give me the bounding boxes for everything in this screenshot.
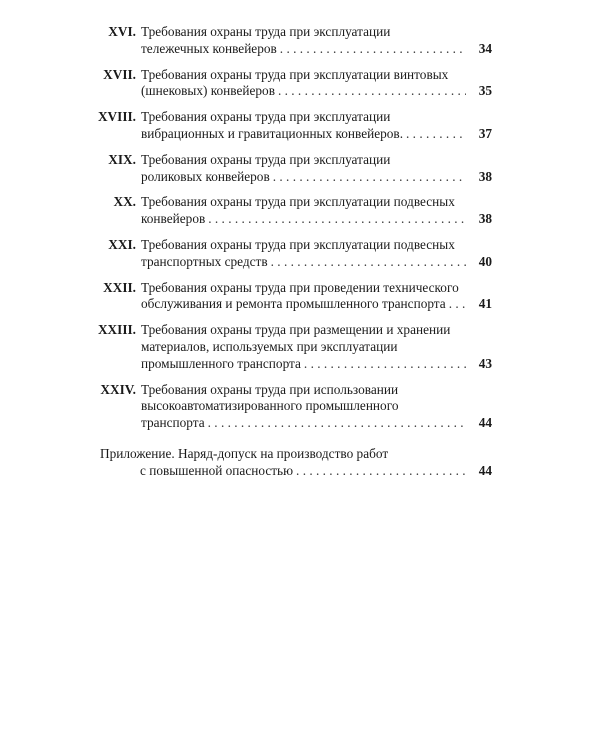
appendix-title-line: с повышенной опасностью [140, 462, 294, 478]
page-number: 34 [478, 40, 492, 56]
page-number: 38 [478, 168, 492, 184]
entry-title-line: Требования охраны труда при эксплуатации подвесных [141, 194, 455, 210]
entry-title-line: высокоавтоматизированного промышленного [141, 398, 399, 414]
entry-title-line: конвейеров [141, 211, 206, 227]
page-number: 44 [478, 462, 492, 478]
page-number: 43 [478, 355, 492, 371]
entry-title-line: транспорта [141, 415, 205, 431]
section-number: XXIV. [100, 381, 136, 397]
page-number: 41 [478, 296, 492, 312]
dot-leader [208, 211, 466, 228]
toc-entry[interactable] [0, 67, 600, 101]
page-number: 40 [478, 253, 492, 269]
toc-appendix-entry[interactable] [0, 446, 600, 480]
dot-leader [406, 126, 466, 143]
dot-leader [304, 356, 466, 373]
dot-leader [280, 41, 466, 58]
entry-title-line: Требования охраны труда при эксплуатации [141, 109, 391, 125]
entry-title-line: промышленного транспорта [141, 355, 301, 371]
page-number: 35 [478, 83, 492, 99]
page-number: 38 [478, 211, 492, 227]
entry-title-line: обслуживания и ремонта промышленного транспорта [141, 296, 446, 312]
section-number: XXII. [103, 279, 136, 295]
entry-title-line: Требования охраны труда при эксплуатации подвесных [141, 236, 455, 252]
entry-title-line: Требования охраны труда при использовании [141, 381, 399, 397]
entry-title-line: вибрационных и гравитационных конвейеров. [141, 125, 404, 141]
toc-entry[interactable] [0, 382, 600, 432]
toc-entry[interactable] [0, 322, 600, 372]
toc-entry[interactable] [0, 194, 600, 228]
page-number: 37 [478, 125, 492, 141]
dot-leader [449, 296, 466, 313]
entry-title-line: материалов, используемых при эксплуатации [141, 338, 398, 354]
section-number: XX. [113, 194, 136, 210]
table-of-contents [0, 24, 600, 480]
section-number: XVII. [103, 66, 136, 82]
entry-title-line: тележечных конвейеров [141, 40, 277, 56]
dot-leader [273, 169, 466, 186]
page-number: 44 [478, 415, 492, 431]
section-number: XXI. [108, 236, 136, 252]
toc-entry[interactable] [0, 237, 600, 271]
entry-title-line: роликовых конвейеров [141, 168, 270, 184]
appendix-title-line: Приложение. Наряд-допуск на производство работ [100, 445, 389, 461]
section-number: XIX. [108, 151, 136, 167]
dot-leader [278, 83, 466, 100]
section-number: XVI. [108, 24, 136, 39]
dot-leader [271, 254, 466, 271]
section-number: XVIII. [97, 109, 136, 125]
dot-leader [208, 415, 466, 432]
entry-title-line: Требования охраны труда при эксплуатации [141, 151, 391, 167]
entry-title-line: (шнековых) конвейеров [141, 83, 275, 99]
toc-entry[interactable] [0, 280, 600, 314]
section-number: XXIII. [97, 322, 136, 338]
toc-entry[interactable] [0, 152, 600, 186]
entry-title-line: Требования охраны труда при проведении технического [141, 279, 459, 295]
entry-title-line: Требования охраны труда при размещении и хранении [141, 322, 451, 338]
toc-entry[interactable] [0, 24, 600, 58]
toc-entry[interactable] [0, 109, 600, 143]
entry-title-line: Требования охраны труда при эксплуатации [141, 24, 391, 39]
entry-title-line: Требования охраны труда при эксплуатации винтовых [141, 66, 449, 82]
dot-leader [296, 463, 466, 480]
entry-title-line: транспортных средств [141, 253, 268, 269]
